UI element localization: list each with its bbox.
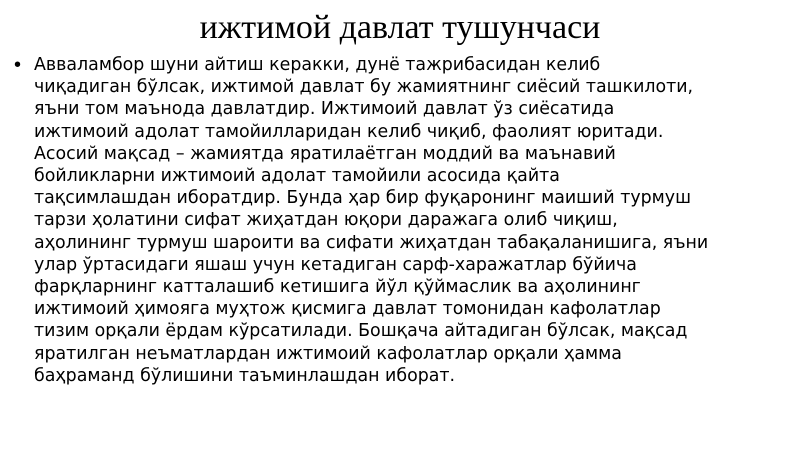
paragraph-line: тарзи ҳолатини сифат жиҳатдан юқори даражага олиб чиқиш, [34, 210, 618, 231]
slide-content [14, 54, 790, 387]
paragraph-line: ижтимоий ҳимояга муҳтож қисмига давлат томонидан кафолатлар [34, 299, 661, 320]
slide-title: ижтимой давлат тушунчаси [199, 9, 601, 46]
bullet-marker: • [14, 54, 22, 76]
paragraph-line: яратилган неъматлардан ижтимоий кафолатлар орқали ҳамма [34, 343, 622, 364]
paragraph-line: улар ўртасидаги яшаш учун кетадиган сарф-харажатлар бўйича [34, 254, 637, 275]
paragraph-line: тизим орқали ёрдам кўрсатилади. Бошқача айтадиган бўлсак, мақсад [34, 321, 688, 342]
paragraph-line: тақсимлашдан иборатдир. Бунда ҳар бир фуқаронинг маиший турмуш [34, 188, 691, 209]
paragraph-line: баҳраманд бўлишини таъминлашдан иборат. [34, 365, 456, 386]
paragraph-line: Авваламбор шуни айтиш керакки, дунё тажрибасидан келиб [34, 55, 601, 75]
paragraph-line: фарқларнинг катталашиб кетишига йўл қўймаслик ва аҳолининг [34, 277, 641, 298]
paragraph-line: Асосий мақсад – жамиятда яратилаётган моддий ва маънавий [34, 143, 616, 164]
paragraph-line: ижтимоий адолат тамойилларидан келиб чиқиб, фаолият юритади. [34, 121, 664, 142]
paragraph-line: бойликларни ижтимоий адолат тамойили асосида қайта [34, 166, 560, 187]
bullet-paragraph [34, 54, 790, 387]
paragraph-line: аҳолининг турмуш шароити ва сифати жиҳатдан табақаланишига, яъни [34, 232, 709, 253]
bullet-item [14, 54, 790, 387]
paragraph-line: яъни том маънода давлатдир. Ижтимоий давлат ўз сиёсатида [34, 99, 615, 120]
paragraph-line: чиқадиган бўлсак, ижтимой давлат бу жамиятнинг сиёсий ташкилоти, [34, 77, 694, 98]
